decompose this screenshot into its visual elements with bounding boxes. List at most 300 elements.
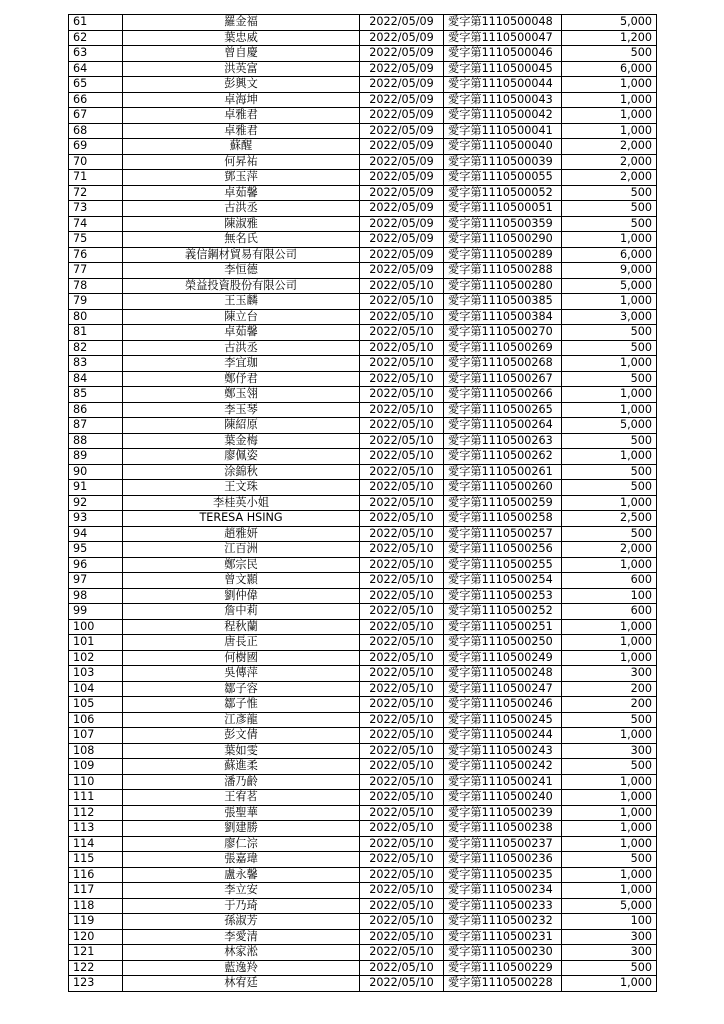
donation-amount-cell: 1,000 bbox=[562, 805, 657, 821]
donation-amount-cell: 2,000 bbox=[562, 170, 657, 186]
table-row bbox=[69, 201, 657, 217]
donation-amount-cell: 500 bbox=[562, 526, 657, 542]
row-number-cell: 83 bbox=[69, 356, 123, 372]
donation-amount-cell: 1,000 bbox=[562, 356, 657, 372]
row-number-cell: 77 bbox=[69, 263, 123, 279]
donor-name-cell: 詹中莉 bbox=[123, 604, 360, 620]
donation-amount-cell: 6,000 bbox=[562, 61, 657, 77]
donation-amount-cell: 1,000 bbox=[562, 108, 657, 124]
receipt-number-cell: 愛字第1110500261 bbox=[444, 464, 562, 480]
row-number-cell: 96 bbox=[69, 557, 123, 573]
donor-name-cell: 曾自慶 bbox=[123, 46, 360, 62]
donation-amount-cell: 500 bbox=[562, 960, 657, 976]
row-number-cell: 121 bbox=[69, 945, 123, 961]
donation-amount-cell: 1,000 bbox=[562, 294, 657, 310]
receipt-number-cell: 愛字第1110500047 bbox=[444, 30, 562, 46]
donation-date-cell: 2022/05/10 bbox=[360, 960, 444, 976]
donation-date-cell: 2022/05/10 bbox=[360, 433, 444, 449]
donor-name-cell: 彭興文 bbox=[123, 77, 360, 93]
row-number-cell: 75 bbox=[69, 232, 123, 248]
donation-date-cell: 2022/05/10 bbox=[360, 309, 444, 325]
donor-name-cell: 陳淑雅 bbox=[123, 216, 360, 232]
receipt-number-cell: 愛字第1110500045 bbox=[444, 61, 562, 77]
table-row bbox=[69, 635, 657, 651]
donor-name-cell: 李恒德 bbox=[123, 263, 360, 279]
donation-date-cell: 2022/05/10 bbox=[360, 898, 444, 914]
table-row bbox=[69, 480, 657, 496]
donor-name-cell: 陳紹原 bbox=[123, 418, 360, 434]
donation-date-cell: 2022/05/10 bbox=[360, 480, 444, 496]
donor-name-cell: 張嘉瑋 bbox=[123, 852, 360, 868]
row-number-cell: 94 bbox=[69, 526, 123, 542]
row-number-cell: 78 bbox=[69, 278, 123, 294]
donation-amount-cell: 1,000 bbox=[562, 790, 657, 806]
table-row bbox=[69, 588, 657, 604]
row-number-cell: 62 bbox=[69, 30, 123, 46]
receipt-number-cell: 愛字第1110500359 bbox=[444, 216, 562, 232]
table-row bbox=[69, 216, 657, 232]
table-row bbox=[69, 371, 657, 387]
row-number-cell: 122 bbox=[69, 960, 123, 976]
donation-date-cell: 2022/05/09 bbox=[360, 46, 444, 62]
table-row bbox=[69, 495, 657, 511]
donation-date-cell: 2022/05/10 bbox=[360, 557, 444, 573]
donor-name-cell: 江彥龍 bbox=[123, 712, 360, 728]
donor-name-cell: 王文珠 bbox=[123, 480, 360, 496]
donor-name-cell: 林家淞 bbox=[123, 945, 360, 961]
donor-name-cell: 無名氏 bbox=[123, 232, 360, 248]
donation-date-cell: 2022/05/10 bbox=[360, 526, 444, 542]
donor-name-cell: 鄭宗民 bbox=[123, 557, 360, 573]
donation-date-cell: 2022/05/10 bbox=[360, 743, 444, 759]
receipt-number-cell: 愛字第1110500247 bbox=[444, 681, 562, 697]
table-row bbox=[69, 15, 657, 31]
donation-date-cell: 2022/05/10 bbox=[360, 821, 444, 837]
row-number-cell: 93 bbox=[69, 511, 123, 527]
receipt-number-cell: 愛字第1110500280 bbox=[444, 278, 562, 294]
donation-amount-cell: 500 bbox=[562, 480, 657, 496]
donation-amount-cell: 200 bbox=[562, 697, 657, 713]
receipt-number-cell: 愛字第1110500258 bbox=[444, 511, 562, 527]
row-number-cell: 113 bbox=[69, 821, 123, 837]
table-row bbox=[69, 46, 657, 62]
receipt-number-cell: 愛字第1110500248 bbox=[444, 666, 562, 682]
receipt-number-cell: 愛字第1110500055 bbox=[444, 170, 562, 186]
table-row bbox=[69, 387, 657, 403]
donor-name-cell: 盧永馨 bbox=[123, 867, 360, 883]
donation-date-cell: 2022/05/09 bbox=[360, 154, 444, 170]
table-row bbox=[69, 232, 657, 248]
receipt-number-cell: 愛字第1110500266 bbox=[444, 387, 562, 403]
donation-amount-cell: 100 bbox=[562, 588, 657, 604]
receipt-number-cell: 愛字第1110500232 bbox=[444, 914, 562, 930]
row-number-cell: 109 bbox=[69, 759, 123, 775]
receipt-number-cell: 愛字第1110500244 bbox=[444, 728, 562, 744]
donation-date-cell: 2022/05/10 bbox=[360, 929, 444, 945]
donation-date-cell: 2022/05/10 bbox=[360, 464, 444, 480]
donor-name-cell: 何樹國 bbox=[123, 650, 360, 666]
donation-amount-cell: 1,000 bbox=[562, 449, 657, 465]
donation-date-cell: 2022/05/10 bbox=[360, 976, 444, 992]
donation-amount-cell: 1,000 bbox=[562, 728, 657, 744]
receipt-number-cell: 愛字第1110500256 bbox=[444, 542, 562, 558]
table-row bbox=[69, 759, 657, 775]
receipt-number-cell: 愛字第1110500235 bbox=[444, 867, 562, 883]
donation-date-cell: 2022/05/10 bbox=[360, 418, 444, 434]
donation-amount-cell: 1,000 bbox=[562, 867, 657, 883]
row-number-cell: 67 bbox=[69, 108, 123, 124]
donation-date-cell: 2022/05/10 bbox=[360, 278, 444, 294]
donation-date-cell: 2022/05/10 bbox=[360, 666, 444, 682]
donation-amount-cell: 1,000 bbox=[562, 557, 657, 573]
receipt-number-cell: 愛字第1110500254 bbox=[444, 573, 562, 589]
donor-name-cell: 劉建勝 bbox=[123, 821, 360, 837]
table-row bbox=[69, 557, 657, 573]
row-number-cell: 66 bbox=[69, 92, 123, 108]
donor-name-cell: 卓茹馨 bbox=[123, 185, 360, 201]
donation-amount-cell: 500 bbox=[562, 185, 657, 201]
table-row bbox=[69, 790, 657, 806]
donation-amount-cell: 6,000 bbox=[562, 247, 657, 263]
donation-amount-cell: 5,000 bbox=[562, 898, 657, 914]
table-row bbox=[69, 573, 657, 589]
donation-date-cell: 2022/05/10 bbox=[360, 790, 444, 806]
donation-amount-cell: 2,500 bbox=[562, 511, 657, 527]
table-row bbox=[69, 805, 657, 821]
donor-name-cell: 趙雅妍 bbox=[123, 526, 360, 542]
receipt-number-cell: 愛字第1110500040 bbox=[444, 139, 562, 155]
row-number-cell: 65 bbox=[69, 77, 123, 93]
receipt-number-cell: 愛字第1110500046 bbox=[444, 46, 562, 62]
donor-name-cell: 唐長正 bbox=[123, 635, 360, 651]
donation-amount-cell: 1,000 bbox=[562, 77, 657, 93]
row-number-cell: 87 bbox=[69, 418, 123, 434]
donation-date-cell: 2022/05/10 bbox=[360, 604, 444, 620]
donation-amount-cell: 500 bbox=[562, 201, 657, 217]
receipt-number-cell: 愛字第1110500255 bbox=[444, 557, 562, 573]
receipt-number-cell: 愛字第1110500267 bbox=[444, 371, 562, 387]
donor-name-cell: 鄧玉萍 bbox=[123, 170, 360, 186]
table-row bbox=[69, 402, 657, 418]
donation-date-cell: 2022/05/09 bbox=[360, 61, 444, 77]
donation-date-cell: 2022/05/10 bbox=[360, 836, 444, 852]
donation-date-cell: 2022/05/10 bbox=[360, 402, 444, 418]
donation-amount-cell: 300 bbox=[562, 929, 657, 945]
row-number-cell: 63 bbox=[69, 46, 123, 62]
row-number-cell: 118 bbox=[69, 898, 123, 914]
donation-date-cell: 2022/05/10 bbox=[360, 945, 444, 961]
donation-amount-cell: 1,000 bbox=[562, 976, 657, 992]
row-number-cell: 84 bbox=[69, 371, 123, 387]
donation-date-cell: 2022/05/10 bbox=[360, 805, 444, 821]
table-row bbox=[69, 278, 657, 294]
donor-name-cell: 王宥茗 bbox=[123, 790, 360, 806]
receipt-number-cell: 愛字第1110500229 bbox=[444, 960, 562, 976]
table-row bbox=[69, 852, 657, 868]
table-row bbox=[69, 170, 657, 186]
table-row bbox=[69, 619, 657, 635]
donor-name-cell: 何昇祐 bbox=[123, 154, 360, 170]
donation-date-cell: 2022/05/10 bbox=[360, 650, 444, 666]
receipt-number-cell: 愛字第1110500384 bbox=[444, 309, 562, 325]
table-row bbox=[69, 697, 657, 713]
row-number-cell: 114 bbox=[69, 836, 123, 852]
receipt-number-cell: 愛字第1110500238 bbox=[444, 821, 562, 837]
row-number-cell: 89 bbox=[69, 449, 123, 465]
donation-amount-cell: 300 bbox=[562, 945, 657, 961]
donation-date-cell: 2022/05/10 bbox=[360, 759, 444, 775]
donor-name-cell: 王玉麟 bbox=[123, 294, 360, 310]
row-number-cell: 119 bbox=[69, 914, 123, 930]
donor-name-cell: 義信鋼材貿易有限公司 bbox=[123, 247, 360, 263]
donation-amount-cell: 2,000 bbox=[562, 154, 657, 170]
receipt-number-cell: 愛字第1110500042 bbox=[444, 108, 562, 124]
donation-amount-cell: 2,000 bbox=[562, 139, 657, 155]
donor-name-cell: 曾文顥 bbox=[123, 573, 360, 589]
table-row bbox=[69, 61, 657, 77]
table-row bbox=[69, 821, 657, 837]
donation-date-cell: 2022/05/10 bbox=[360, 371, 444, 387]
row-number-cell: 90 bbox=[69, 464, 123, 480]
donation-amount-cell: 500 bbox=[562, 433, 657, 449]
donation-amount-cell: 600 bbox=[562, 573, 657, 589]
donor-name-cell: 李宜珈 bbox=[123, 356, 360, 372]
donation-amount-cell: 1,000 bbox=[562, 495, 657, 511]
table-row bbox=[69, 542, 657, 558]
donor-name-cell: 吳傳萍 bbox=[123, 666, 360, 682]
donation-date-cell: 2022/05/09 bbox=[360, 139, 444, 155]
table-row bbox=[69, 960, 657, 976]
table-row bbox=[69, 945, 657, 961]
donor-name-cell: 林宥廷 bbox=[123, 976, 360, 992]
receipt-number-cell: 愛字第1110500251 bbox=[444, 619, 562, 635]
table-row bbox=[69, 123, 657, 139]
donor-name-cell: 陳立台 bbox=[123, 309, 360, 325]
donor-name-cell: 洪英富 bbox=[123, 61, 360, 77]
donation-date-cell: 2022/05/10 bbox=[360, 340, 444, 356]
donation-amount-cell: 1,000 bbox=[562, 387, 657, 403]
row-number-cell: 115 bbox=[69, 852, 123, 868]
donor-name-cell: 程秋蘭 bbox=[123, 619, 360, 635]
receipt-number-cell: 愛字第1110500233 bbox=[444, 898, 562, 914]
row-number-cell: 82 bbox=[69, 340, 123, 356]
donation-amount-cell: 5,000 bbox=[562, 418, 657, 434]
donor-name-cell: 廖佩姿 bbox=[123, 449, 360, 465]
table-row bbox=[69, 340, 657, 356]
row-number-cell: 72 bbox=[69, 185, 123, 201]
table-row bbox=[69, 712, 657, 728]
row-number-cell: 99 bbox=[69, 604, 123, 620]
receipt-number-cell: 愛字第1110500270 bbox=[444, 325, 562, 341]
table-row bbox=[69, 77, 657, 93]
donation-date-cell: 2022/05/10 bbox=[360, 511, 444, 527]
table-row bbox=[69, 464, 657, 480]
donation-amount-cell: 500 bbox=[562, 340, 657, 356]
donation-amount-cell: 1,000 bbox=[562, 92, 657, 108]
donation-date-cell: 2022/05/09 bbox=[360, 263, 444, 279]
row-number-cell: 120 bbox=[69, 929, 123, 945]
donation-amount-cell: 1,000 bbox=[562, 774, 657, 790]
row-number-cell: 79 bbox=[69, 294, 123, 310]
donation-amount-cell: 1,000 bbox=[562, 650, 657, 666]
table-row bbox=[69, 883, 657, 899]
donation-date-cell: 2022/05/09 bbox=[360, 232, 444, 248]
donation-amount-cell: 500 bbox=[562, 46, 657, 62]
donor-name-cell: 卓雅君 bbox=[123, 108, 360, 124]
row-number-cell: 104 bbox=[69, 681, 123, 697]
receipt-number-cell: 愛字第1110500253 bbox=[444, 588, 562, 604]
row-number-cell: 88 bbox=[69, 433, 123, 449]
donor-name-cell: 廖仁淙 bbox=[123, 836, 360, 852]
donor-name-cell: 江百洲 bbox=[123, 542, 360, 558]
row-number-cell: 81 bbox=[69, 325, 123, 341]
donor-name-cell: 卓海坤 bbox=[123, 92, 360, 108]
donor-name-cell: 鄒子容 bbox=[123, 681, 360, 697]
donation-date-cell: 2022/05/10 bbox=[360, 619, 444, 635]
donation-amount-cell: 1,000 bbox=[562, 821, 657, 837]
donation-date-cell: 2022/05/10 bbox=[360, 573, 444, 589]
table-row bbox=[69, 433, 657, 449]
row-number-cell: 100 bbox=[69, 619, 123, 635]
table-row bbox=[69, 867, 657, 883]
donation-date-cell: 2022/05/10 bbox=[360, 883, 444, 899]
receipt-number-cell: 愛字第1110500243 bbox=[444, 743, 562, 759]
row-number-cell: 117 bbox=[69, 883, 123, 899]
receipt-number-cell: 愛字第1110500257 bbox=[444, 526, 562, 542]
donation-date-cell: 2022/05/10 bbox=[360, 728, 444, 744]
donor-name-cell: 古洪丞 bbox=[123, 340, 360, 356]
donor-name-cell: 李桂英小姐 bbox=[123, 495, 360, 511]
donation-date-cell: 2022/05/10 bbox=[360, 774, 444, 790]
donation-amount-cell: 1,000 bbox=[562, 123, 657, 139]
donation-date-cell: 2022/05/09 bbox=[360, 77, 444, 93]
row-number-cell: 73 bbox=[69, 201, 123, 217]
donation-amount-cell: 600 bbox=[562, 604, 657, 620]
donation-amount-cell: 300 bbox=[562, 666, 657, 682]
table-row bbox=[69, 92, 657, 108]
donor-name-cell: 葉金梅 bbox=[123, 433, 360, 449]
row-number-cell: 68 bbox=[69, 123, 123, 139]
row-number-cell: 103 bbox=[69, 666, 123, 682]
donation-date-cell: 2022/05/09 bbox=[360, 92, 444, 108]
donor-name-cell: 卓雅君 bbox=[123, 123, 360, 139]
receipt-number-cell: 愛字第1110500288 bbox=[444, 263, 562, 279]
table-row bbox=[69, 108, 657, 124]
donor-name-cell: 于乃琦 bbox=[123, 898, 360, 914]
receipt-number-cell: 愛字第1110500262 bbox=[444, 449, 562, 465]
table-row bbox=[69, 728, 657, 744]
donation-amount-cell: 1,000 bbox=[562, 883, 657, 899]
receipt-number-cell: 愛字第1110500242 bbox=[444, 759, 562, 775]
donation-date-cell: 2022/05/10 bbox=[360, 387, 444, 403]
receipt-number-cell: 愛字第1110500048 bbox=[444, 15, 562, 31]
table-row bbox=[69, 836, 657, 852]
receipt-number-cell: 愛字第1110500240 bbox=[444, 790, 562, 806]
donation-date-cell: 2022/05/10 bbox=[360, 449, 444, 465]
donation-amount-cell: 5,000 bbox=[562, 15, 657, 31]
donation-date-cell: 2022/05/09 bbox=[360, 185, 444, 201]
row-number-cell: 70 bbox=[69, 154, 123, 170]
table-row bbox=[69, 743, 657, 759]
donor-name-cell: 藍逸羚 bbox=[123, 960, 360, 976]
receipt-number-cell: 愛字第1110500250 bbox=[444, 635, 562, 651]
donor-name-cell: 古洪丞 bbox=[123, 201, 360, 217]
table-row bbox=[69, 154, 657, 170]
donation-amount-cell: 100 bbox=[562, 914, 657, 930]
donation-amount-cell: 500 bbox=[562, 371, 657, 387]
receipt-number-cell: 愛字第1110500236 bbox=[444, 852, 562, 868]
donor-name-cell: 榮益投資股份有限公司 bbox=[123, 278, 360, 294]
table-row bbox=[69, 263, 657, 279]
donation-amount-cell: 500 bbox=[562, 325, 657, 341]
row-number-cell: 101 bbox=[69, 635, 123, 651]
donation-amount-cell: 3,000 bbox=[562, 309, 657, 325]
donation-date-cell: 2022/05/10 bbox=[360, 495, 444, 511]
receipt-number-cell: 愛字第1110500246 bbox=[444, 697, 562, 713]
receipt-number-cell: 愛字第1110500230 bbox=[444, 945, 562, 961]
table-row bbox=[69, 356, 657, 372]
receipt-number-cell: 愛字第1110500237 bbox=[444, 836, 562, 852]
row-number-cell: 64 bbox=[69, 61, 123, 77]
donation-date-cell: 2022/05/10 bbox=[360, 325, 444, 341]
table-row bbox=[69, 604, 657, 620]
receipt-number-cell: 愛字第1110500290 bbox=[444, 232, 562, 248]
row-number-cell: 69 bbox=[69, 139, 123, 155]
row-number-cell: 111 bbox=[69, 790, 123, 806]
table-row bbox=[69, 929, 657, 945]
donor-name-cell: 李立安 bbox=[123, 883, 360, 899]
donation-amount-cell: 300 bbox=[562, 743, 657, 759]
donation-date-cell: 2022/05/10 bbox=[360, 681, 444, 697]
donation-date-cell: 2022/05/10 bbox=[360, 356, 444, 372]
table-row bbox=[69, 650, 657, 666]
receipt-number-cell: 愛字第1110500043 bbox=[444, 92, 562, 108]
donation-date-cell: 2022/05/09 bbox=[360, 247, 444, 263]
receipt-number-cell: 愛字第1110500044 bbox=[444, 77, 562, 93]
row-number-cell: 106 bbox=[69, 712, 123, 728]
receipt-number-cell: 愛字第1110500039 bbox=[444, 154, 562, 170]
donation-date-cell: 2022/05/09 bbox=[360, 170, 444, 186]
row-number-cell: 98 bbox=[69, 588, 123, 604]
table-row bbox=[69, 294, 657, 310]
receipt-number-cell: 愛字第1110500052 bbox=[444, 185, 562, 201]
table-row bbox=[69, 418, 657, 434]
row-number-cell: 97 bbox=[69, 573, 123, 589]
receipt-number-cell: 愛字第1110500263 bbox=[444, 433, 562, 449]
receipt-number-cell: 愛字第1110500289 bbox=[444, 247, 562, 263]
row-number-cell: 76 bbox=[69, 247, 123, 263]
donation-amount-cell: 500 bbox=[562, 852, 657, 868]
donor-name-cell: TERESA HSING bbox=[123, 511, 360, 527]
donor-name-cell: 鄭伃君 bbox=[123, 371, 360, 387]
row-number-cell: 110 bbox=[69, 774, 123, 790]
row-number-cell: 102 bbox=[69, 650, 123, 666]
donation-date-cell: 2022/05/09 bbox=[360, 123, 444, 139]
donor-name-cell: 蘇醒 bbox=[123, 139, 360, 155]
receipt-number-cell: 愛字第1110500234 bbox=[444, 883, 562, 899]
donation-date-cell: 2022/05/09 bbox=[360, 108, 444, 124]
donation-date-cell: 2022/05/10 bbox=[360, 588, 444, 604]
donor-name-cell: 鄭玉翎 bbox=[123, 387, 360, 403]
table-row bbox=[69, 774, 657, 790]
donation-date-cell: 2022/05/09 bbox=[360, 216, 444, 232]
receipt-number-cell: 愛字第1110500241 bbox=[444, 774, 562, 790]
donation-amount-cell: 1,000 bbox=[562, 836, 657, 852]
receipt-number-cell: 愛字第1110500245 bbox=[444, 712, 562, 728]
receipt-number-cell: 愛字第1110500385 bbox=[444, 294, 562, 310]
donor-name-cell: 羅金福 bbox=[123, 15, 360, 31]
receipt-number-cell: 愛字第1110500041 bbox=[444, 123, 562, 139]
